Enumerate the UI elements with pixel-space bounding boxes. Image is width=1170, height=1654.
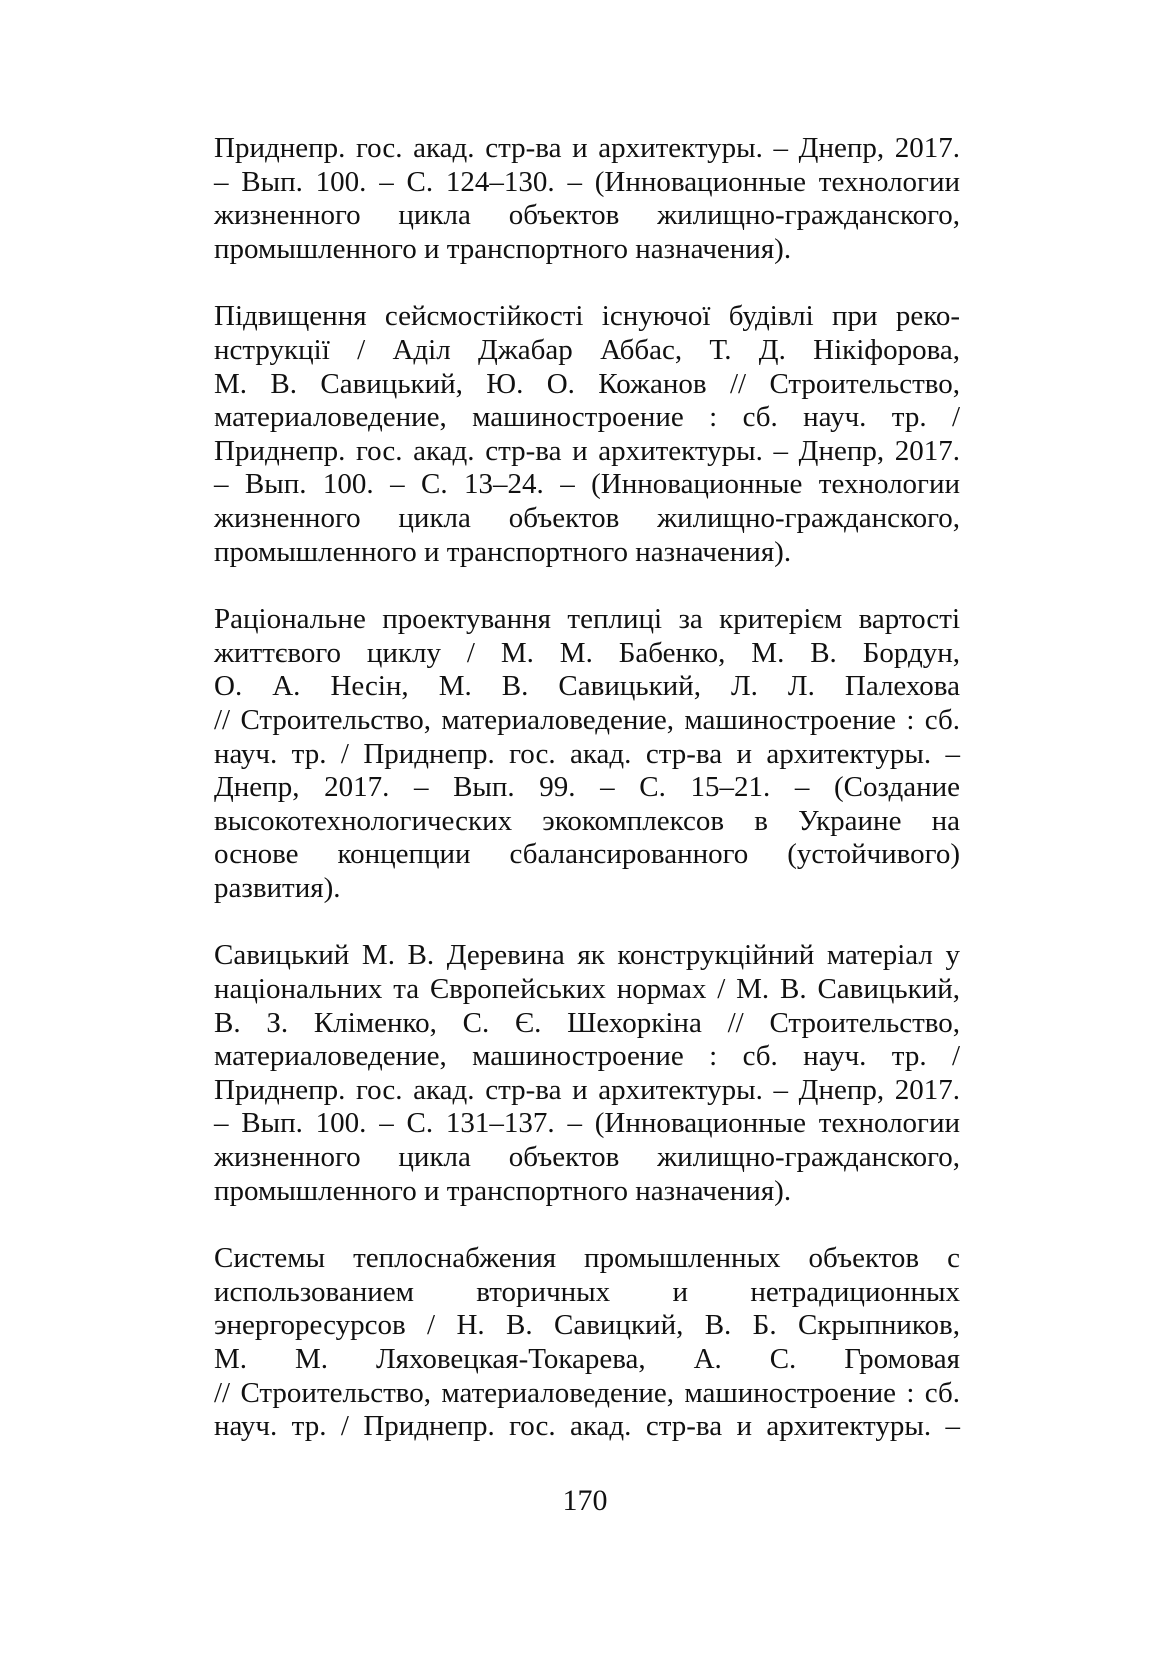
text-line: основе концепции сбалансированного (устойчивого)	[214, 838, 960, 871]
text-line: М. М. Ляховецкая-Токарева, А. С. Громовая	[214, 1343, 960, 1375]
bibliography-entry	[214, 603, 960, 905]
text-line: промышленного и транспортного назначения).	[214, 1174, 792, 1207]
text-line: національних та Європейських нормах / М. В. Савицький,	[214, 973, 960, 1006]
text-line: нструкції / Аділ Джабар Аббас, Т. Д. Нікіфорова,	[214, 333, 960, 366]
text-line: Приднепр. гос. акад. стр-ва и архитектуры. – Днепр, 2017.	[214, 434, 960, 467]
text-line: жизненного цикла объектов жилищно-гражданского,	[214, 1141, 960, 1174]
text-line: жизненного цикла объектов жилищно-гражданского,	[214, 501, 960, 534]
text-line: жизненного цикла объектов жилищно-гражданского,	[214, 199, 960, 232]
text-line: развития).	[214, 871, 341, 904]
text-line: высокотехнологических экокомплексов в Украине на	[214, 804, 960, 837]
text-line: энергоресурсов / Н. В. Савицкий, В. Б. Скрыпников,	[214, 1309, 960, 1342]
text-line: життєвого циклу / М. М. Бабенко, М. В. Бордун,	[214, 636, 960, 669]
bibliography-text	[214, 132, 960, 1444]
text-line: Раціональне проектування теплиці за критерієм вартості	[214, 603, 960, 636]
text-line: О. А. Несін, М. В. Савицький, Л. Л. Палехова	[214, 670, 960, 703]
text-line: Приднепр. гос. акад. стр-ва и архитектуры. – Днепр, 2017.	[214, 1073, 960, 1106]
text-line: // Строительство, материаловедение, машиностроение : сб.	[214, 1376, 960, 1409]
page-number: 170	[562, 1484, 608, 1517]
text-line: промышленного и транспортного назначения).	[214, 232, 792, 265]
text-line: В. З. Кліменко, С. Є. Шехоркіна // Строительство,	[214, 1006, 960, 1039]
text-line: Системы теплоснабжения промышленных объектов с	[214, 1242, 960, 1275]
text-line: М. В. Савицький, Ю. О. Кожанов // Строительство,	[214, 367, 960, 400]
bibliography-entry	[214, 132, 960, 266]
text-line: – Вып. 100. – С. 13–24. – (Инновационные технологии	[214, 468, 960, 501]
bibliography-entry	[214, 300, 960, 569]
text-line: использованием вторичных и нетрадиционных	[214, 1275, 960, 1308]
bibliography-entry	[214, 1242, 960, 1444]
text-line: // Строительство, материаловедение, машиностроение : сб.	[214, 703, 960, 736]
text-line: науч. тр. / Приднепр. гос. акад. стр-ва и архитектуры. –	[214, 1410, 960, 1443]
text-line: науч. тр. / Приднепр. гос. акад. стр-ва и архитектуры. –	[214, 737, 960, 770]
text-line: материаловедение, машиностроение : сб. науч. тр. /	[214, 401, 960, 434]
text-line: – Вып. 100. – С. 131–137. – (Инновационные технологии	[214, 1107, 960, 1140]
text-line: Савицький М. В. Деревина як конструкційний матеріал у	[214, 939, 960, 972]
text-line: Днепр, 2017. – Вып. 99. – С. 15–21. – (Создание	[214, 771, 960, 804]
text-line: Підвищення сейсмостійкості існуючої будівлі при реко-	[214, 300, 960, 333]
text-line: Приднепр. гос. акад. стр-ва и архитектуры. – Днепр, 2017.	[214, 132, 960, 164]
text-line: материаловедение, машиностроение : сб. науч. тр. /	[214, 1040, 960, 1073]
bibliography-entry	[214, 939, 960, 1208]
text-line: промышленного и транспортного назначения).	[214, 535, 792, 568]
text-line: – Вып. 100. – С. 124–130. – (Инновационные технологии	[214, 165, 960, 198]
